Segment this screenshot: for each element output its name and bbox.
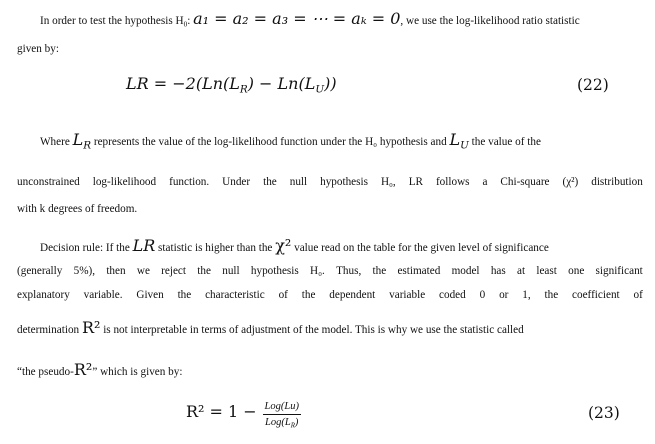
word: estimated bbox=[397, 265, 441, 277]
word: reject bbox=[161, 265, 187, 277]
word: the bbox=[372, 265, 387, 277]
word: Given bbox=[136, 289, 164, 301]
decision-rule-mid: statistic is higher than the bbox=[158, 242, 273, 254]
para2-line3 bbox=[17, 203, 137, 216]
word: model bbox=[451, 265, 480, 277]
para2-tail: the value of the bbox=[471, 136, 541, 148]
word: we bbox=[136, 265, 150, 277]
word: H₀. bbox=[310, 265, 325, 277]
word: variable. bbox=[83, 289, 123, 301]
word: the bbox=[177, 289, 192, 301]
word: the bbox=[301, 289, 316, 301]
determination-word: determination bbox=[17, 324, 80, 336]
word: the bbox=[263, 176, 277, 188]
eq22-part3: )) bbox=[324, 74, 337, 93]
equation-number-22: (22) bbox=[577, 76, 609, 94]
word: then bbox=[106, 265, 126, 277]
word: characteristic bbox=[205, 289, 265, 301]
hypothesis-expression: a₁ = a₂ = a₃ = ⋯ = aₖ = 0 bbox=[193, 9, 401, 28]
para3-line2 bbox=[17, 265, 643, 278]
word: log-likelihood bbox=[92, 176, 157, 188]
word: distribution bbox=[591, 176, 643, 188]
para2-line2 bbox=[17, 176, 643, 189]
word: has bbox=[490, 265, 506, 277]
para1-colon: : bbox=[187, 15, 194, 27]
eq22-part1: LR = −2(Ln(L bbox=[126, 74, 240, 93]
para1-given-by: given by: bbox=[17, 43, 59, 55]
word: of bbox=[278, 289, 288, 301]
para2-line1 bbox=[40, 130, 541, 152]
word: Thus, bbox=[336, 265, 362, 277]
word: coefficient bbox=[572, 289, 620, 301]
word: (generally bbox=[17, 265, 63, 277]
word: unconstrained bbox=[17, 176, 80, 188]
para1-tail: , we use the log-likelihood ratio statistic bbox=[400, 15, 580, 27]
decision-rule-lead: Decision rule: If the bbox=[40, 242, 130, 254]
equation-number-23: (23) bbox=[588, 404, 620, 422]
equation-22 bbox=[126, 74, 337, 96]
word: or bbox=[499, 289, 509, 301]
symbol-r-squared: R² bbox=[81, 318, 101, 337]
para3-line4 bbox=[17, 318, 524, 337]
word: the bbox=[544, 289, 559, 301]
symbol-l-u: $L_U$ bbox=[449, 130, 469, 152]
word: at bbox=[517, 265, 526, 277]
word: LR bbox=[408, 176, 423, 188]
para2-degrees: with k degrees of freedom. bbox=[17, 203, 138, 215]
word: the bbox=[197, 265, 211, 277]
pseudo-quote-close: ” which is given by: bbox=[92, 366, 183, 378]
word: (χ²) bbox=[562, 176, 579, 188]
word: function. bbox=[169, 176, 210, 188]
eq23-lhs: R² = 1 − bbox=[186, 402, 257, 422]
word: follows bbox=[435, 176, 470, 188]
eq23-fraction bbox=[263, 400, 301, 429]
eq22-part2: ) − Ln(L bbox=[247, 74, 316, 93]
para3-line5 bbox=[17, 360, 182, 379]
equation-23 bbox=[186, 400, 301, 429]
word: null bbox=[222, 265, 240, 277]
symbol-chi-square: χ² bbox=[275, 236, 292, 255]
para3-line3 bbox=[17, 289, 643, 302]
word: Under bbox=[222, 176, 251, 188]
symbol-lr: LR bbox=[132, 236, 156, 255]
word: dependent bbox=[329, 289, 376, 301]
word: significant bbox=[595, 265, 643, 277]
word: coded bbox=[439, 289, 466, 301]
word: Chi-square bbox=[500, 176, 550, 188]
word: H₀, bbox=[380, 176, 396, 188]
word: 5%), bbox=[73, 265, 96, 277]
pseudo-quote-open: “the pseudo- bbox=[17, 366, 74, 378]
h0-subscript: 0 bbox=[183, 20, 188, 29]
word: explanatory bbox=[17, 289, 70, 301]
word: null bbox=[289, 176, 308, 188]
word: one bbox=[568, 265, 585, 277]
eq23-denominator: $Log(L_R)$ bbox=[265, 417, 299, 430]
eq22-sub-r: R bbox=[239, 83, 248, 96]
para2-where: Where bbox=[40, 136, 70, 148]
para3-line1 bbox=[40, 236, 549, 255]
decision-rule-tail: value read on the table for the given level of significance bbox=[294, 242, 549, 254]
word: hypothesis bbox=[250, 265, 299, 277]
word: least bbox=[536, 265, 557, 277]
word: 1, bbox=[522, 289, 531, 301]
word: 0 bbox=[479, 289, 486, 301]
para3-line4-text: is not interpretable in terms of adjustment of the model. This is why we use the statistic called bbox=[103, 324, 524, 336]
word: a bbox=[482, 176, 488, 188]
symbol-l-r: $L_R$ bbox=[72, 130, 92, 152]
symbol-pseudo-r-squared: R² bbox=[73, 360, 93, 379]
eq22-sub-u: U bbox=[315, 83, 325, 96]
word: of bbox=[633, 289, 643, 301]
para1-line1 bbox=[40, 9, 580, 28]
para1-lead: In order to test the hypothesis H bbox=[40, 15, 184, 27]
word: hypothesis bbox=[320, 176, 368, 188]
eq23-numerator: Log(Lu) bbox=[263, 400, 301, 415]
para1-line2 bbox=[17, 43, 59, 56]
word: variable bbox=[389, 289, 426, 301]
para2-text: represents the value of the log-likelihood function under the H₀ hypothesis and bbox=[93, 136, 447, 148]
